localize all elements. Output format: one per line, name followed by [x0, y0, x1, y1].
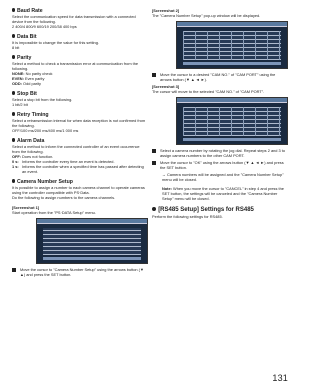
rs485-section — [152, 207, 288, 219]
alarm-option: OFF: Does not function. — [12, 154, 54, 160]
screenshot-1-text: Start operation from the "PS·DATA Setup" menu. — [12, 210, 96, 215]
step-4-result: → Camera numbers will be assigned and the "Camera Number Setup" menu will be closed. — [162, 172, 284, 182]
baud-rate-heading: Baud Rate — [12, 8, 148, 14]
bullet-icon — [12, 138, 15, 141]
rs485-heading: [RS485 Setup] Settings for RS485 — [152, 207, 288, 214]
right-column — [152, 8, 288, 219]
step-number-icon — [152, 73, 156, 77]
step-4: Move the cursor to "OK" using the arrows button (▼ ▲ ◄ ►) and press the SET button. — [152, 160, 288, 170]
retry-timing-text: Select a retransmission interval for when data reception is not confirmed from the following. — [12, 118, 146, 129]
stop-bit-heading: Stop Bit — [12, 91, 148, 97]
step-number-icon — [152, 149, 156, 153]
data-bit-value: 8 bit — [12, 45, 20, 51]
baud-rate-text: Select the communication speed for data transmission with a connected device from the following. — [12, 14, 136, 25]
alarm-option: 0 s: Informs the controller every time an event is detected. — [12, 159, 115, 165]
stop-bit-text: Select a stop bit from the following. — [12, 97, 73, 103]
parity-option: NONE: No parity check — [12, 71, 53, 77]
page-number: 131 — [272, 373, 288, 383]
alarm-data-heading: Alarm Data — [12, 138, 148, 144]
bullet-icon — [12, 34, 15, 37]
baud-rate-options: 2 400/4 800/9 600/19 200/38 400 bps — [12, 24, 77, 30]
retry-timing-options: OFF/100 ms/200 ms/400 ms/1 000 ms — [12, 128, 79, 134]
data-bit-heading: Data Bit — [12, 34, 148, 40]
bullet-icon — [12, 91, 15, 94]
step-number-icon — [12, 268, 16, 272]
camera-number-setup-heading: Camera Number Setup — [12, 179, 148, 185]
rs485-text: Perform the following settings for RS485. — [152, 214, 223, 220]
alarm-data-text: Select a method to inform the connected controller of an event occurrence from the following. — [12, 144, 140, 155]
parity-heading: Parity — [12, 55, 148, 61]
camera-number-setup-text2: Do the following to assign numbers to the camera channels. — [12, 195, 116, 201]
camera-number-setup-text: It is possible to assign a number to each camera channel to operate cameras using the controller compatible with PS·Data. — [12, 185, 145, 196]
stop-bit-options: 1 bit/2 bit — [12, 102, 28, 108]
parity-text: Select a method to check a transmission error at communication from the following. — [12, 61, 139, 72]
screenshot-3-image — [176, 97, 288, 145]
bullet-icon — [12, 112, 15, 115]
bullet-icon — [12, 8, 15, 11]
screenshot-3-text: The cursor will move to the selected "CAM NO." of "CAM PORT". — [152, 89, 265, 94]
screenshot-2-label: [Screenshot 2] — [152, 8, 180, 13]
screenshot-1-image — [36, 218, 148, 264]
step-1: Move the cursor to "Camera Number Setup" using the arrows button (▼ ▲) and press the SET button. — [12, 267, 148, 277]
parity-option: EVEN: Even parity — [12, 76, 45, 82]
data-bit-text: It is impossible to change the value for this setting. — [12, 40, 99, 46]
bullet-icon — [152, 207, 156, 211]
parity-option: ODD: Odd parity — [12, 81, 41, 87]
bullet-icon — [12, 55, 15, 58]
screenshot-1-label: [Screenshot 1] — [12, 205, 40, 210]
left-column — [12, 8, 148, 277]
alarm-option: 1 s: Informs the controller when a specified time has passed after detecting an event. — [12, 164, 144, 175]
screenshot-3-label: [Screenshot 3] — [152, 84, 180, 89]
screenshot-2-text: The "Camera Number Setup" pop-up window will be displayed. — [152, 13, 261, 18]
note: Note: When you move the cursor to "CANCEL" in step 4 and press the SET button, the settings will be canceled and the "Camera Number Setup" menu will be closed. — [162, 185, 284, 201]
step-3: Select a camera number by rotating the jog dial. Repeat steps 2 and 3 to assign camera numbers to the other CAM PORT. — [152, 148, 288, 158]
step-number-icon — [152, 161, 156, 165]
retry-timing-heading: Retry Timing — [12, 112, 148, 118]
bullet-icon — [12, 179, 15, 182]
step-2: Move the cursor to a desired "CAM NO." of "CAM PORT" using the arrows button (▼ ▲ ◄ ►). — [152, 72, 288, 82]
screenshot-2-image — [176, 21, 288, 69]
